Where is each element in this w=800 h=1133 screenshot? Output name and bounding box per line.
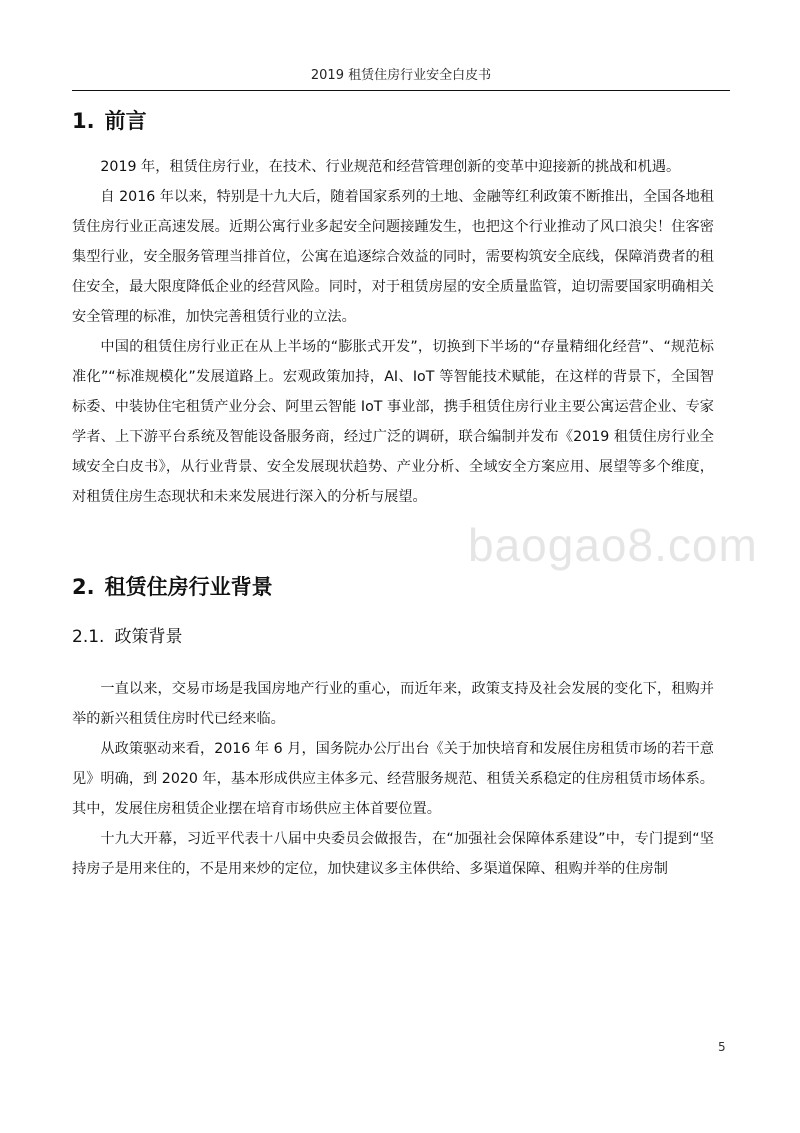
page-header — [72, 54, 730, 91]
document-body — [72, 106, 714, 884]
section-1-body — [72, 152, 714, 512]
page-number: 5 — [718, 1040, 726, 1054]
subsection-number: 2.1. — [72, 627, 105, 647]
subsection-2-1-body — [72, 674, 714, 884]
watermark: baogao8.com — [468, 519, 758, 571]
section-title: 前言 — [104, 109, 147, 133]
section-title: 租赁住房行业背景 — [104, 575, 273, 599]
paragraph: 一直以来，交易市场是我国房地产行业的重心，而近年来，政策支持及社会发展的变化下，租购并举的新兴租赁住房时代已经来临。 — [72, 681, 714, 727]
section-number: 1. — [72, 109, 95, 133]
paragraph: 自 2016 年以来，特别是十九大后，随着国家系列的土地、金融等红利政策不断推出，全国各地租赁住房行业正高速发展。近期公寓行业多起安全问题接踵发生，也把这个行业推动了风口浪尖！住客密集型行业，安全服务管理当排首位，公寓在追逐综合效益的同时，需要构筑安全底线，保障消费者的租住安全，最大限度降低企业的经营风险。同时，对于租赁房屋的安全质量监管，迫切需要国家明确相关安全管理的标准，加快完善租赁行业的立法。 — [72, 189, 714, 325]
header-title: 2019 租赁住房行业安全白皮书 — [310, 68, 492, 83]
section-number: 2. — [72, 575, 95, 599]
subsection-title: 政策背景 — [114, 627, 183, 647]
paragraph: 从政策驱动来看，2016 年 6 月，国务院办公厅出台《关于加快培育和发展住房租赁市场的若干意见》明确，到 2020 年，基本形成供应主体多元、经营服务规范、租赁关系稳定的住房租赁市场体系。其中，发展住房租赁企业摆在培育市场供应主体首要位置。 — [72, 741, 714, 817]
paragraph: 十九大开幕，习近平代表十八届中央委员会做报告，在“加强社会保障体系建设”中，专门提到“坚持房子是用来住的，不是用来炒的定位，加快建议多主体供给、多渠道保障、租购并举的住房制 — [72, 831, 714, 877]
paragraph: 2019 年，租赁住房行业，在技术、行业规范和经营管理创新的变革中迎接新的挑战和机遇。 — [100, 159, 681, 175]
subsection-heading-2-1 — [72, 622, 714, 652]
section-heading-1 — [72, 106, 714, 136]
section-heading-2 — [72, 572, 714, 602]
paragraph: 中国的租赁住房行业正在从上半场的“膨胀式开发”，切换到下半场的“存量精细化经营”、“规范标准化”“标准规模化”发展道路上。宏观政策加持，AI、IoT 等智能技术赋能，在这样的背景下，全国智标委、中装协住宅租赁产业分会、阿里云智能 IoT 事业部，携手租赁住房行业主要公寓运营企业、专家学者、上下游平台系统及智能设备服务商，经过广泛的调研，联合编制并发布《2019 租赁住房行业全域安全白皮书》，从行业背景、安全发展现状趋势、产业分析、全域安全方案应用、展望等多个维度，对租赁住房生态现状和未来发展进行深入的分析与展望。 — [72, 339, 714, 505]
